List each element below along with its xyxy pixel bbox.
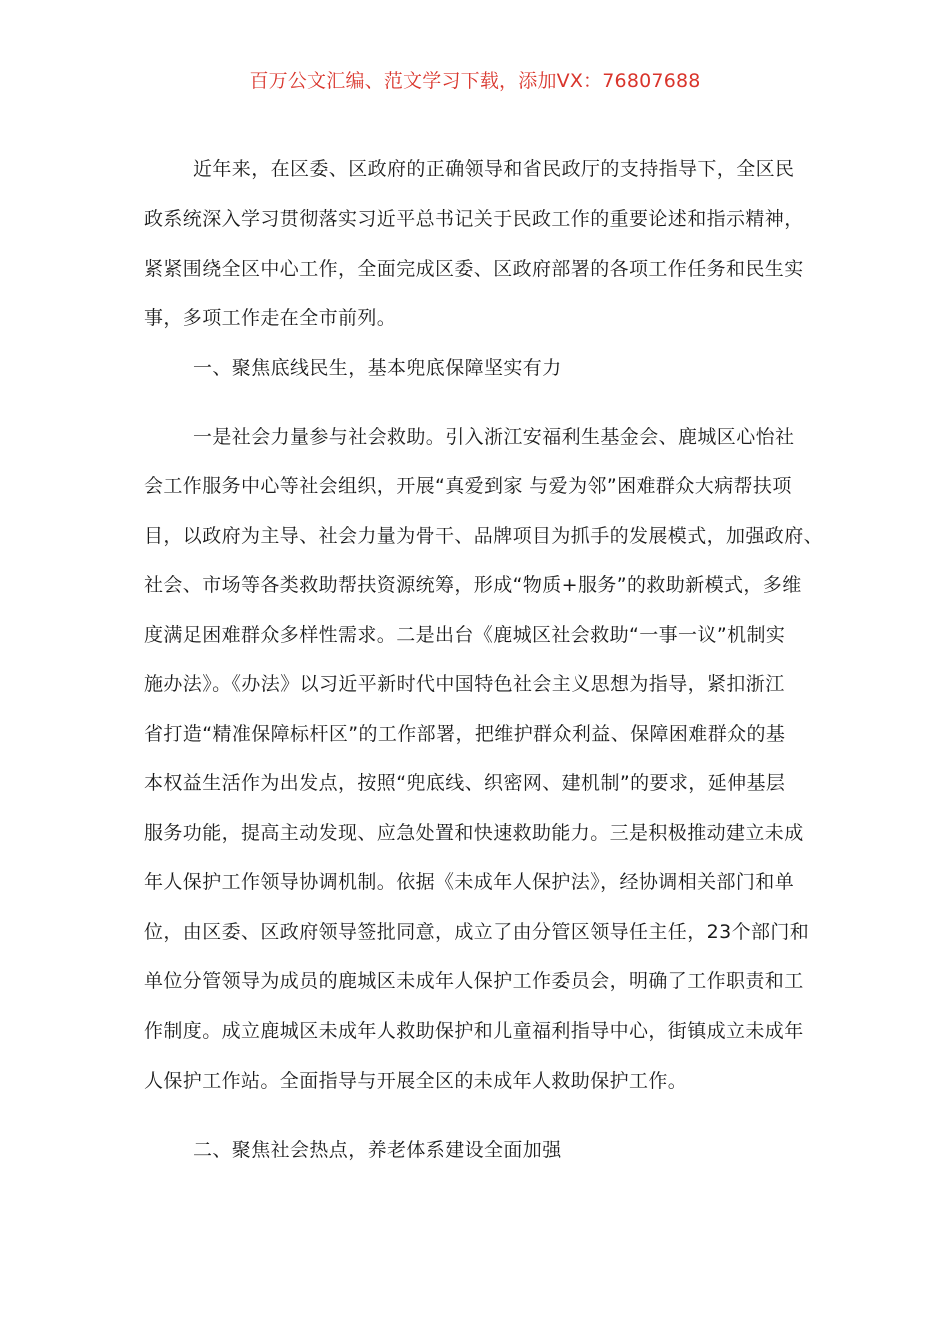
intro-line: 政系统深入学习贯彻落实习近平总书记关于民政工作的重要论述和指示精神，	[144, 208, 804, 230]
body-line: 服务功能，提高主动发现、应急处置和快速救助能力。三是积极推动建立未成	[144, 822, 804, 844]
body-line: 省打造“精准保障标杆区”的工作部署，把维护群众利益、保障困难群众的基	[144, 723, 786, 745]
body-line: 一是社会力量参与社会救助。引入浙江安福利生基金会、鹿城区心怡社	[193, 426, 795, 448]
body-line: 位，由区委、区政府领导签批同意，成立了由分管区领导任主任，23个部门和	[144, 921, 810, 943]
section-heading-2: 二、聚焦社会热点，养老体系建设全面加强	[193, 1139, 562, 1161]
body-line: 本权益生活作为出发点，按照“兜底线、织密网、建机制”的要求，延伸基层	[144, 772, 786, 794]
body-line: 年人保护工作领导协调机制。依据《未成年人保护法》，经协调相关部门和单	[144, 871, 795, 893]
watermark-header: 百万公文汇编、范文学习下载，添加VX：76807688	[249, 70, 701, 92]
body-line: 社会、市场等各类救助帮扶资源统筹，形成“物质+服务”的救助新模式，多维	[144, 574, 802, 596]
intro-line: 近年来，在区委、区政府的正确领导和省民政厅的支持指导下，全区民	[193, 158, 795, 180]
intro-line: 紧紧围绕全区中心工作，全面完成区委、区政府部署的各项工作任务和民生实	[144, 258, 804, 280]
intro-line: 事，多项工作走在全市前列。	[144, 307, 397, 329]
body-line: 度满足困难群众多样性需求。二是出台《鹿城区社会救助“一事一议”机制实	[144, 624, 786, 646]
body-line: 会工作服务中心等社会组织，开展“真爱到家 与爱为邻”困难群众大病帮扶项	[144, 475, 792, 497]
section-heading-1: 一、聚焦底线民生，基本兜底保障坚实有力	[193, 357, 562, 379]
body-line: 单位分管领导为成员的鹿城区未成年人保护工作委员会，明确了工作职责和工	[144, 970, 804, 992]
body-line: 作制度。成立鹿城区未成年人救助保护和儿童福利指导中心，街镇成立未成年	[144, 1020, 804, 1042]
body-line: 人保护工作站。全面指导与开展全区的未成年人救助保护工作。	[144, 1070, 688, 1092]
body-line: 施办法》。《办法》以习近平新时代中国特色社会主义思想为指导，紧扣浙江	[144, 673, 785, 695]
body-line: 目，以政府为主导、社会力量为骨干、品牌项目为抓手的发展模式，加强政府、	[144, 525, 824, 547]
